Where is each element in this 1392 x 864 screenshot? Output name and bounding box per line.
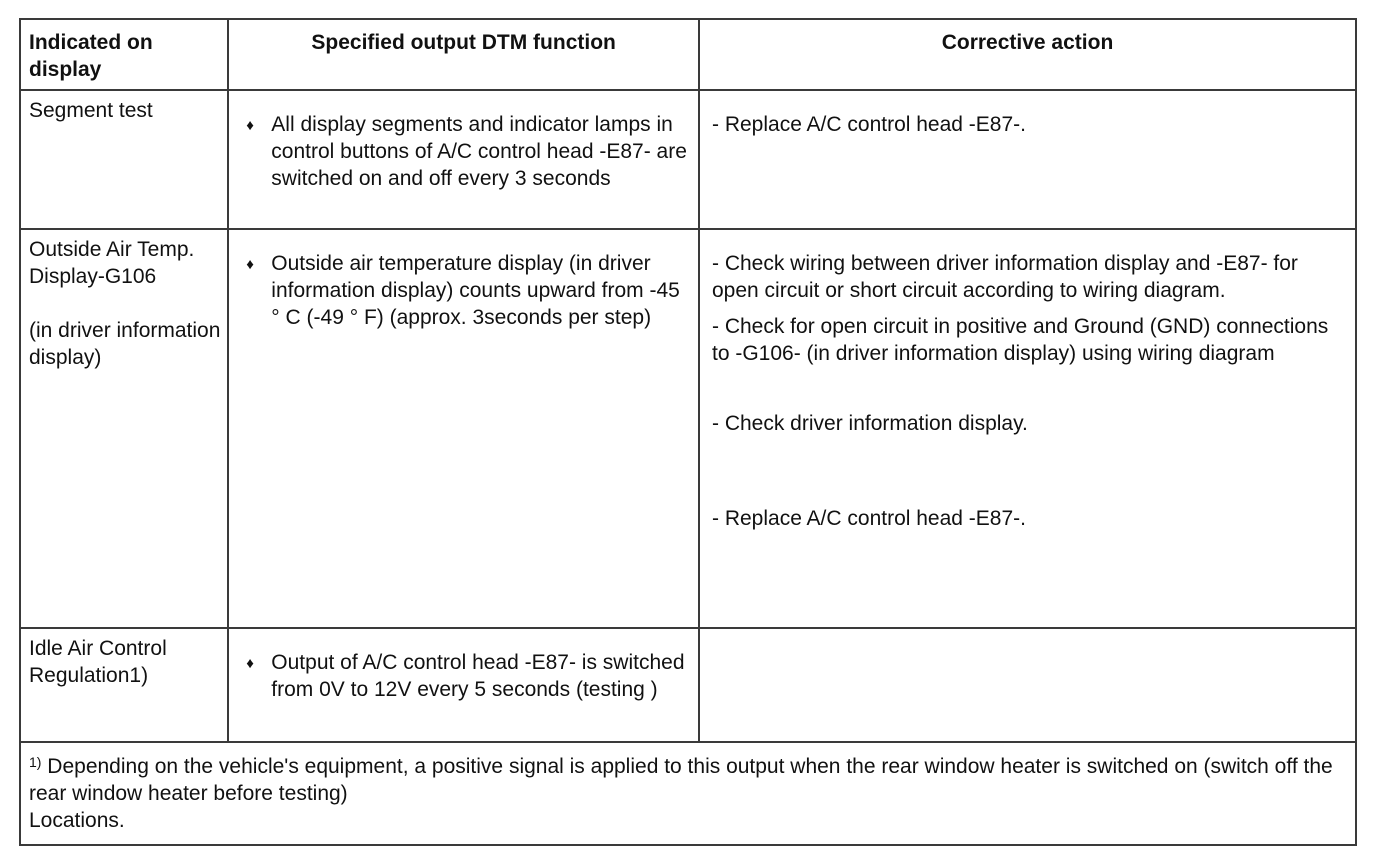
corrective-cell [699,229,1356,628]
diamond-bullet-icon: ♦ [246,655,254,672]
indicated-cell [20,229,228,628]
footnote-body: Depending on the vehicle's equipment, a positive signal is applied to this output when the rear window heater is switched on (switch off the rear window heater before testing) [29,755,1333,805]
indicated-text: Outside Air Temp. Display-G106 [29,238,195,288]
indicated-note: (in driver information display) [29,319,221,369]
table-row [20,628,1356,742]
header-indicated-on-display [20,19,228,90]
locations-link: Locations. [29,809,125,832]
header-indicated-label: Indicated on display [29,31,153,81]
diamond-bullet-icon: ♦ [246,256,254,273]
specified-cell [228,229,699,628]
footnote-text [29,753,1347,807]
corrective-cell-empty [699,628,1356,742]
corrective-step: - Replace A/C control head -E87-. [712,113,1026,136]
table-row [20,90,1356,229]
table-header-row [20,19,1356,90]
corrective-step: - Check wiring between driver information display and -E87- for open circuit or short circuit according to wiring diagram. [712,252,1298,302]
corrective-step: - Check driver information display. [712,412,1028,435]
corrective-cell [699,90,1356,229]
header-specified-label: Specified output DTM function [311,31,616,54]
indicated-text: Segment test [29,99,153,122]
indicated-text: Idle Air Control Regulation1) [29,637,167,687]
specified-cell [228,628,699,742]
specified-text: Output of A/C control head -E87- is switched from 0V to 12V every 5 seconds (testing ) [271,651,685,701]
specified-text: All display segments and indicator lamps in control buttons of A/C control head -E87- are switched on and off every 3 seconds [271,113,687,190]
header-corrective-label: Corrective action [941,31,1114,54]
indicated-cell [20,90,228,229]
specified-text: Outside air temperature display (in driver information display) counts upward from -45 ° C (-49 ° F) (approx. 3seconds per step) [271,252,680,329]
indicated-cell [20,628,228,742]
footnote-row [20,742,1356,845]
dtm-function-table [19,18,1357,846]
header-corrective-action [699,19,1356,90]
corrective-step: - Check for open circuit in positive and Ground (GND) connections to -G106- (in driver information display) using wiring diagram [712,315,1329,365]
specified-cell [228,90,699,229]
corrective-step: - Replace A/C control head -E87-. [712,507,1026,530]
diamond-bullet-icon: ♦ [246,117,254,134]
table-row [20,229,1356,628]
header-specified-output [228,19,699,90]
footnote-cell [20,742,1356,845]
footnote-marker: 1) [29,754,42,770]
